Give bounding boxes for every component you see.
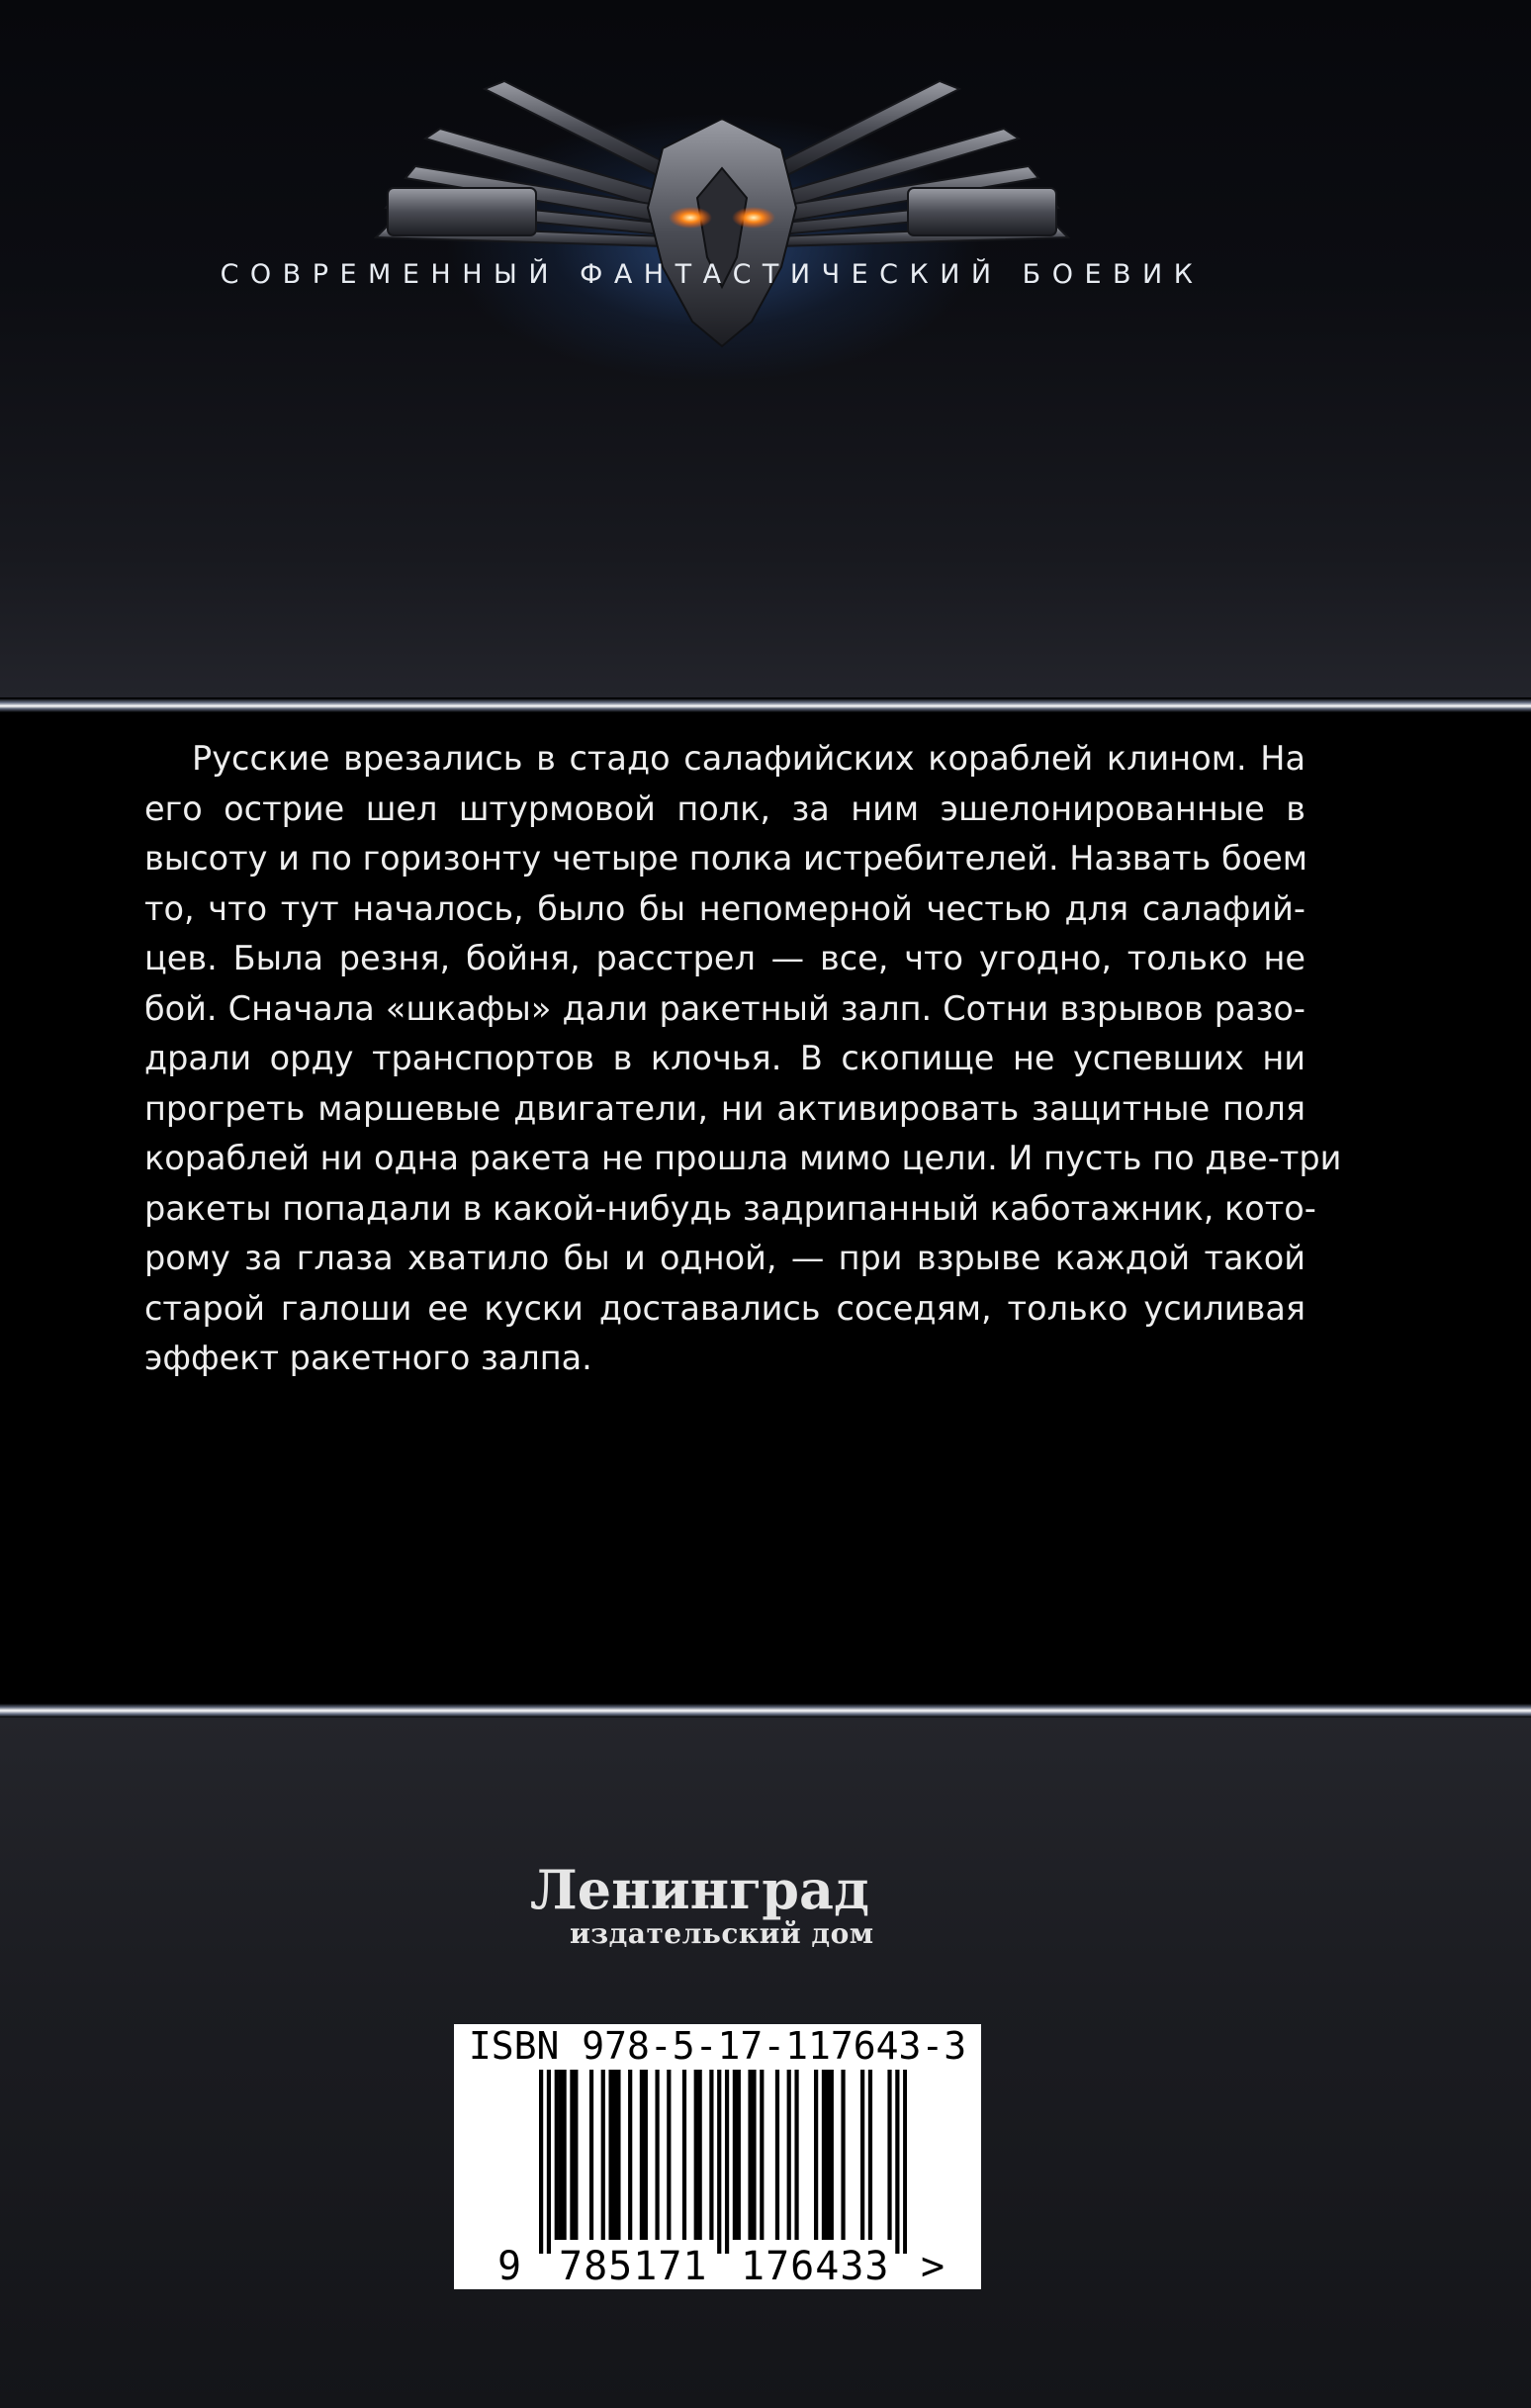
ean-first-digit: 9 [497,2244,523,2289]
barcode-bar [868,2070,872,2240]
barcode-bar [775,2070,779,2240]
barcode-bar [655,2070,659,2240]
barcode-bar [822,2070,826,2240]
blurb-line: рому за глаза хватило бы и одной, — при взрыве каждой такой [144,1239,1306,1277]
isbn-barcode [454,2024,981,2289]
barcode-bar [644,2070,648,2240]
barcode-bar [589,2070,593,2240]
barcode-bar [640,2070,644,2240]
barcode-bar [752,2070,756,2240]
barcode-bar [574,2070,578,2240]
blurb-line: драли орду транспортов в клочья. В скопище не успевших ни [144,1039,1306,1077]
barcode-bar [667,2070,671,2240]
publisher-logo [530,1860,906,1969]
barcode-bar [628,2070,632,2240]
publisher-name: Ленинград [530,1858,870,1921]
quiet-zone-mark: > [921,2244,946,2289]
barcode-bar [903,2070,907,2254]
blurb-line: Русские врезались в стадо салафийских кораблей клином. На [192,739,1306,778]
blurb-line: бой. Сначала «шкафы» дали ракетный залп. Сотни взрывов разо- [144,988,1306,1028]
ean-right-group: 176433 [741,2244,890,2289]
blurb-line: его острие шел штурмовой полк, за ним эшелонированные в [144,788,1306,828]
blurb-line: прогреть маршевые двигатели, ни активировать защитные поля [144,1088,1306,1128]
barcode-bar [601,2070,605,2240]
barcode-bar [814,2070,818,2240]
barcode-bar [760,2070,764,2240]
series-header-panel [0,0,1531,697]
ean-left-group: 785171 [559,2244,708,2289]
barcode-bar [570,2070,574,2240]
barcode-bar [895,2070,899,2254]
blurb-text [144,734,1342,1384]
barcode-bar [787,2070,791,2240]
barcode-bar [562,2070,566,2240]
barcode-bar [616,2070,620,2240]
barcode-bar [717,2070,721,2254]
bottom-divider-line [0,1704,1531,1717]
barcode-bar [555,2070,559,2240]
blurb-line: цев. Была резня, бойня, расстрел — все, что угодно, только не [144,939,1306,977]
isbn-label: ISBN 978-5-17-117643-3 [468,2024,967,2068]
barcode-bar [612,2070,616,2240]
barcode-bar [698,2070,702,2240]
series-title: СОВРЕМЕННЫЙ ФАНТАСТИЧЕСКИЙ БОЕВИК [220,259,1205,290]
barcode-bar [694,2070,698,2240]
barcode-bar [709,2070,713,2240]
barcode-bar [737,2070,741,2240]
barcode-bar [860,2070,864,2240]
barcode-bar [830,2070,834,2240]
winged-mecha-skull-icon [366,59,1078,356]
blurb-line: высоту и по горизонту четыре полка истребителей. Назвать боем [144,839,1307,878]
barcode-bar [887,2070,891,2240]
barcode-bar [682,2070,686,2240]
blurb-line: старой галоши ее куски доставались соседям, только усиливая [144,1288,1306,1328]
barcode-bars [539,2070,907,2254]
barcode-bar [826,2070,830,2240]
barcode-bar [608,2070,612,2240]
blurb-line: эффект ракетного залпа. [144,1339,592,1377]
barcode-bar [539,2070,543,2254]
barcode-bar [794,2070,798,2240]
blurb-line: то, что тут началось, было бы непомерной честью для салафий- [144,888,1306,928]
top-divider-line [0,698,1531,712]
blurb-line: ракеты попадали в какой-нибудь задрипанный каботажник, кото- [144,1188,1316,1228]
publisher-subtitle: издательский дом [570,1917,874,1950]
barcode-bar [725,2070,729,2254]
barcode-bar [748,2070,752,2240]
barcode-bar [841,2070,845,2240]
barcode-bar [547,2070,551,2254]
barcode-bar [733,2070,737,2240]
blurb-line: кораблей ни одна ракета не прошла мимо цели. И пусть по две-три [144,1139,1342,1177]
ean-digits [454,2244,981,2289]
barcode-bar [559,2070,563,2240]
